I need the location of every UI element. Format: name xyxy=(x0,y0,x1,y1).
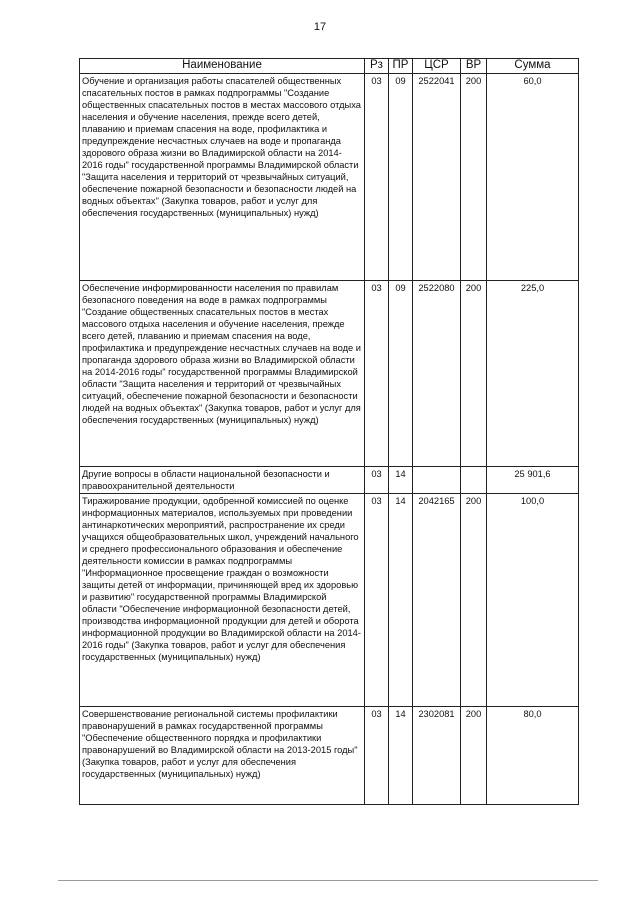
table-row xyxy=(80,707,579,805)
header-sum: Сумма xyxy=(487,59,579,74)
page-number: 17 xyxy=(313,21,327,33)
table-row xyxy=(80,74,579,281)
row-csr: 2522041 xyxy=(413,74,461,281)
row-csr: 2302081 xyxy=(413,707,461,805)
row-pr: 14 xyxy=(389,467,413,494)
row-name: Совершенствование региональной системы профилактики правонарушений в рамках государственной программы "Обеспечение общественного порядка и профилактики правонарушений во Владимирской области на 2013-2015 годы" (Закупка товаров, работ и услуг для обеспечения государственных (муниципальных) нужд) xyxy=(80,707,365,805)
row-sum: 100,0 xyxy=(487,494,579,707)
row-pr: 09 xyxy=(389,281,413,467)
row-name: Тиражирование продукции, одобренной комиссией по оценке информационных материалов, используемых при проведении антинаркотических мероприятий, распространение их среди учащихся общеобразовательных школ, учреждений начального и среднего профессионального образования и обеспечение деятельности комиссии в рамках подпрограммы "Информационное просвещение граждан о возможности защиты детей от информации, причиняющей вред их здоровью и развитию" государственной программы Владимирской области "Обеспечение информационной безопасности детей, производства информационной продукции для детей и оборота информационной продукции во Владимирской области на 2014-2016 годы" (Закупка товаров, работ и услуг для обеспечения государственных (муниципальных) нужд) xyxy=(80,494,365,707)
row-vr: 200 xyxy=(461,281,487,467)
table-row xyxy=(80,467,579,494)
header-rz: Рз xyxy=(365,59,389,74)
row-sum: 25 901,6 xyxy=(487,467,579,494)
table-header-row xyxy=(80,59,579,74)
row-pr: 09 xyxy=(389,74,413,281)
row-sum: 225,0 xyxy=(487,281,579,467)
row-name: Обеспечение информированности населения по правилам безопасного поведения на воде в рамках подпрограммы "Создание общественных спасательных постов в местах массового отдыха населения и обучение населения, прежде всего детей, плаванию и приемам спасения на воде, профилактика и предупреждение несчастных случаев на воде и пропаганда здорового образа жизни во Владимирской области на 2014-2016 годы" государственной программы Владимирской области "Защита населения и территорий от чрезвычайных ситуаций, обеспечение пожарной безопасности и безопасности людей на водных объектах" (Закупка товаров, работ и услуг для обеспечения государственных (муниципальных) нужд) xyxy=(80,281,365,467)
row-pr: 14 xyxy=(389,494,413,707)
row-pr: 14 xyxy=(389,707,413,805)
row-vr: 200 xyxy=(461,74,487,281)
row-vr: 200 xyxy=(461,494,487,707)
row-vr xyxy=(461,467,487,494)
table-row xyxy=(80,494,579,707)
row-rz: 03 xyxy=(365,281,389,467)
row-rz: 03 xyxy=(365,467,389,494)
table-row xyxy=(80,281,579,467)
header-name: Наименование xyxy=(80,59,365,74)
row-name: Обучение и организация работы спасателей общественных спасательных постов в рамках подпрограммы "Создание общественных спасательных постов в местах массового отдыха населения и обучение населения, прежде всего детей, плаванию и приемам спасения на воде, профилактика и предупреждение несчастных случаев на воде и пропаганда здорового образа жизни во Владимирской области на 2014-2016 годы" государственной программы Владимирской области "Защита населения и территорий от чрезвычайных ситуаций, обеспечение пожарной безопасности и безопасности людей на водных объектах" (Закупка товаров, работ и услуг для обеспечения государственных (муниципальных) нужд) xyxy=(80,74,365,281)
row-rz: 03 xyxy=(365,707,389,805)
row-csr: 2042165 xyxy=(413,494,461,707)
header-pr: ПР xyxy=(389,59,413,74)
row-rz: 03 xyxy=(365,74,389,281)
budget-table xyxy=(79,58,579,805)
row-sum: 60,0 xyxy=(487,74,579,281)
row-csr xyxy=(413,467,461,494)
row-vr: 200 xyxy=(461,707,487,805)
header-csr: ЦСР xyxy=(413,59,461,74)
row-rz: 03 xyxy=(365,494,389,707)
row-sum: 80,0 xyxy=(487,707,579,805)
bottom-divider xyxy=(58,880,598,881)
row-csr: 2522080 xyxy=(413,281,461,467)
header-vr: ВР xyxy=(461,59,487,74)
row-name: Другие вопросы в области национальной безопасности и правоохранительной деятельности xyxy=(80,467,365,494)
